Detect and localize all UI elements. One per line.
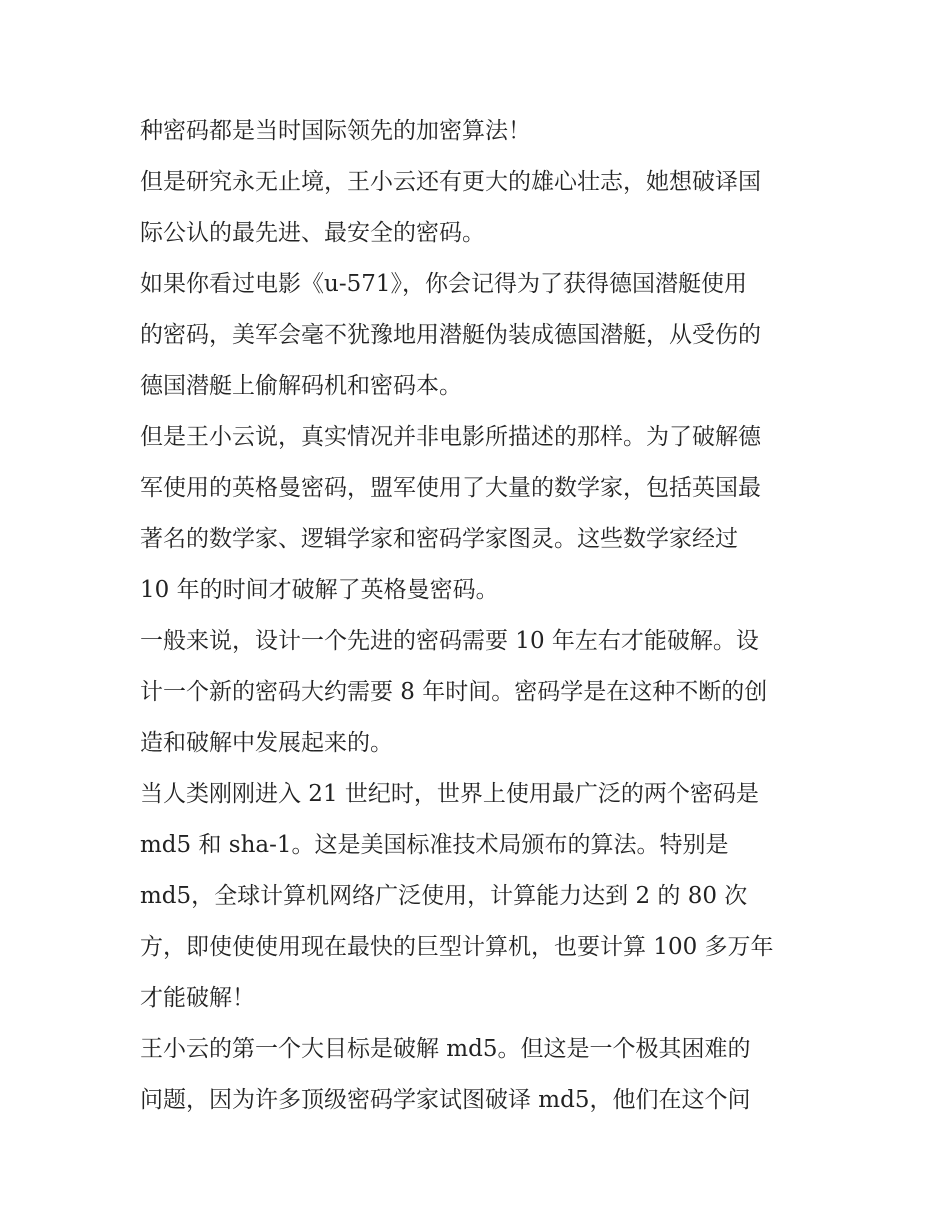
text-line: 际公认的最先进、最安全的密码。: [140, 220, 485, 246]
text-line: 才能破解！: [140, 985, 255, 1011]
text-line: 德国潜艇上偷解码机和密码本。: [140, 373, 462, 399]
text-line: 一般来说，设计一个先进的密码需要 10 年左右才能破解。设: [140, 628, 759, 654]
text-line: 著名的数学家、逻辑学家和密码学家图灵。这些数学家经过: [140, 526, 738, 552]
text-line: 方，即使使使用现在最快的巨型计算机，也要计算 100 多万年: [140, 934, 774, 960]
text-line: md5 和 sha-1。这是美国标准技术局颁布的算法。特别是: [140, 832, 729, 858]
text-line: 当人类刚刚进入 21 世纪时，世界上使用最广泛的两个密码是: [140, 781, 759, 807]
text-line: 但是研究永无止境，王小云还有更大的雄心壮志，她想破译国: [140, 169, 761, 195]
text-line: 造和破解中发展起来的。: [140, 730, 393, 756]
text-line: 10 年的时间才破解了英格曼密码。: [140, 577, 499, 603]
text-line: 如果你看过电影《u-571》，你会记得为了获得德国潜艇使用: [140, 271, 747, 297]
text-line: 问题，因为许多顶级密码学家试图破译 md5，他们在这个问: [140, 1087, 751, 1113]
text-line: 种密码都是当时国际领先的加密算法！: [140, 118, 531, 144]
text-line: 计一个新的密码大约需要 8 年时间。密码学是在这种不断的创: [140, 679, 768, 705]
text-line: 的密码，美军会毫不犹豫地用潜艇伪装成德国潜艇，从受伤的: [140, 322, 761, 348]
text-line: md5，全球计算机网络广泛使用，计算能力达到 2 的 80 次: [140, 883, 748, 909]
text-line: 但是王小云说，真实情况并非电影所描述的那样。为了破解德: [140, 424, 761, 450]
body-text: [140, 106, 830, 1126]
text-line: 王小云的第一个大目标是破解 md5。但这是一个极其困难的: [140, 1036, 751, 1062]
text-line: 军使用的英格曼密码，盟军使用了大量的数学家，包括英国最: [140, 475, 761, 501]
